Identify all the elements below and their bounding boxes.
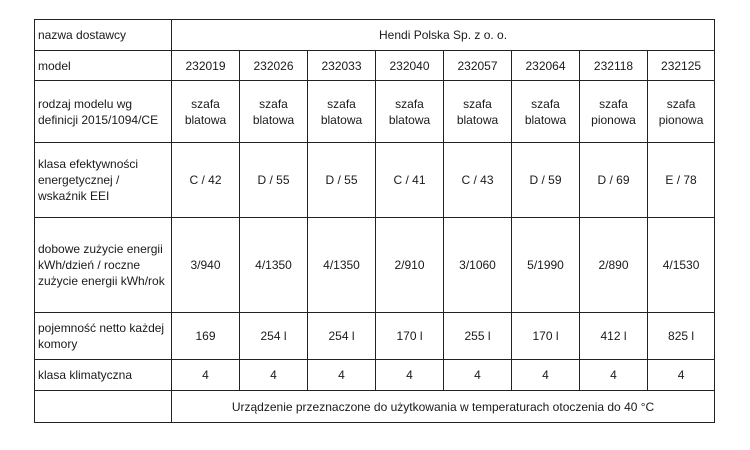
energy-class-cell: D / 69	[580, 143, 648, 218]
climate-class-cell: 4	[580, 360, 648, 391]
model-cell: 232033	[308, 51, 376, 81]
table-body	[35, 20, 715, 423]
climate-class-cell: 4	[240, 360, 308, 391]
model-cell: 232064	[512, 51, 580, 81]
energy-class-cell: D / 59	[512, 143, 580, 218]
model-cell: 232040	[376, 51, 444, 81]
energy-class-cell: D / 55	[308, 143, 376, 218]
model-type-cell	[172, 81, 240, 143]
net-volume-cell: 254 l	[308, 313, 376, 360]
row-model	[35, 51, 715, 81]
energy-class-cell: C / 43	[444, 143, 512, 218]
energy-use-cell: 4/1530	[648, 218, 715, 313]
cell-line: pionowa	[591, 112, 636, 127]
energy-use-cell: 3/1060	[444, 218, 512, 313]
row-energy-use	[35, 218, 715, 313]
model-type-cell	[580, 81, 648, 143]
energy-class-label: klasa efektywności energetycznej / wskaźnik EEI	[35, 143, 172, 218]
model-type-cell	[648, 81, 715, 143]
model-cell: 232026	[240, 51, 308, 81]
energy-class-cell: D / 55	[240, 143, 308, 218]
energy-use-cell: 5/1990	[512, 218, 580, 313]
model-type-cell	[376, 81, 444, 143]
net-volume-cell: 170 l	[376, 313, 444, 360]
energy-use-cell: 4/1350	[240, 218, 308, 313]
cell-line: szafa	[666, 96, 696, 111]
model-cell: 232019	[172, 51, 240, 81]
energy-class-cell: C / 41	[376, 143, 444, 218]
cell-line: szafa	[259, 96, 288, 111]
row-climate-class	[35, 360, 715, 391]
supplier-value: Hendi Polska Sp. z o. o.	[172, 20, 715, 51]
net-volume-label: pojemność netto każdej komory	[35, 313, 172, 360]
energy-use-cell: 2/890	[580, 218, 648, 313]
net-volume-cell: 254 l	[240, 313, 308, 360]
model-cell: 232118	[580, 51, 648, 81]
model-type-cell	[444, 81, 512, 143]
energy-use-cell: 3/940	[172, 218, 240, 313]
energy-class-cell: C / 42	[172, 143, 240, 218]
net-volume-cell: 412 l	[580, 313, 648, 360]
net-volume-cell: 169	[172, 313, 240, 360]
cell-line: szafa	[463, 96, 492, 111]
climate-class-cell: 4	[512, 360, 580, 391]
row-energy-class	[35, 143, 715, 218]
climate-class-cell: 4	[648, 360, 715, 391]
energy-use-label: dobowe zużycie energii kWh/dzień / roczne zużycie energii kWh/rok	[35, 218, 172, 313]
row-supplier	[35, 20, 715, 51]
cell-line: szafa	[191, 96, 220, 111]
climate-class-cell: 4	[376, 360, 444, 391]
model-type-label: rodzaj modelu wg definicji 2015/1094/CE	[35, 81, 172, 143]
cell-line: blatowa	[320, 112, 363, 127]
supplier-label: nazwa dostawcy	[35, 20, 172, 51]
cell-line: szafa	[599, 96, 628, 111]
climate-class-cell: 4	[172, 360, 240, 391]
cell-line: szafa	[327, 96, 356, 111]
cell-line: szafa	[395, 96, 424, 111]
climate-class-cell: 4	[308, 360, 376, 391]
row-net-volume	[35, 313, 715, 360]
cell-line: blatowa	[524, 112, 567, 127]
cell-line: blatowa	[252, 112, 295, 127]
climate-class-label: klasa klimatyczna	[35, 360, 172, 391]
model-type-cell	[240, 81, 308, 143]
cell-line: blatowa	[456, 112, 499, 127]
net-volume-cell: 170 l	[512, 313, 580, 360]
net-volume-cell: 825 l	[648, 313, 715, 360]
model-cell: 232125	[648, 51, 715, 81]
row-model-type	[35, 81, 715, 143]
cell-line: pionowa	[658, 112, 704, 127]
cell-line: blatowa	[388, 112, 431, 127]
model-cell: 232057	[444, 51, 512, 81]
model-label: model	[35, 51, 172, 81]
product-spec-table	[34, 19, 715, 423]
model-type-cell	[308, 81, 376, 143]
energy-use-cell: 2/910	[376, 218, 444, 313]
net-volume-cell: 255 l	[444, 313, 512, 360]
energy-class-cell: E / 78	[648, 143, 715, 218]
cell-line: blatowa	[184, 112, 227, 127]
energy-use-cell: 4/1350	[308, 218, 376, 313]
model-type-cell	[512, 81, 580, 143]
cell-line: szafa	[531, 96, 560, 111]
climate-class-cell: 4	[444, 360, 512, 391]
note-value: Urządzenie przeznaczone do użytkowania w temperaturach otoczenia do 40 °C	[172, 391, 715, 423]
row-note	[35, 391, 715, 423]
note-label	[35, 391, 172, 423]
